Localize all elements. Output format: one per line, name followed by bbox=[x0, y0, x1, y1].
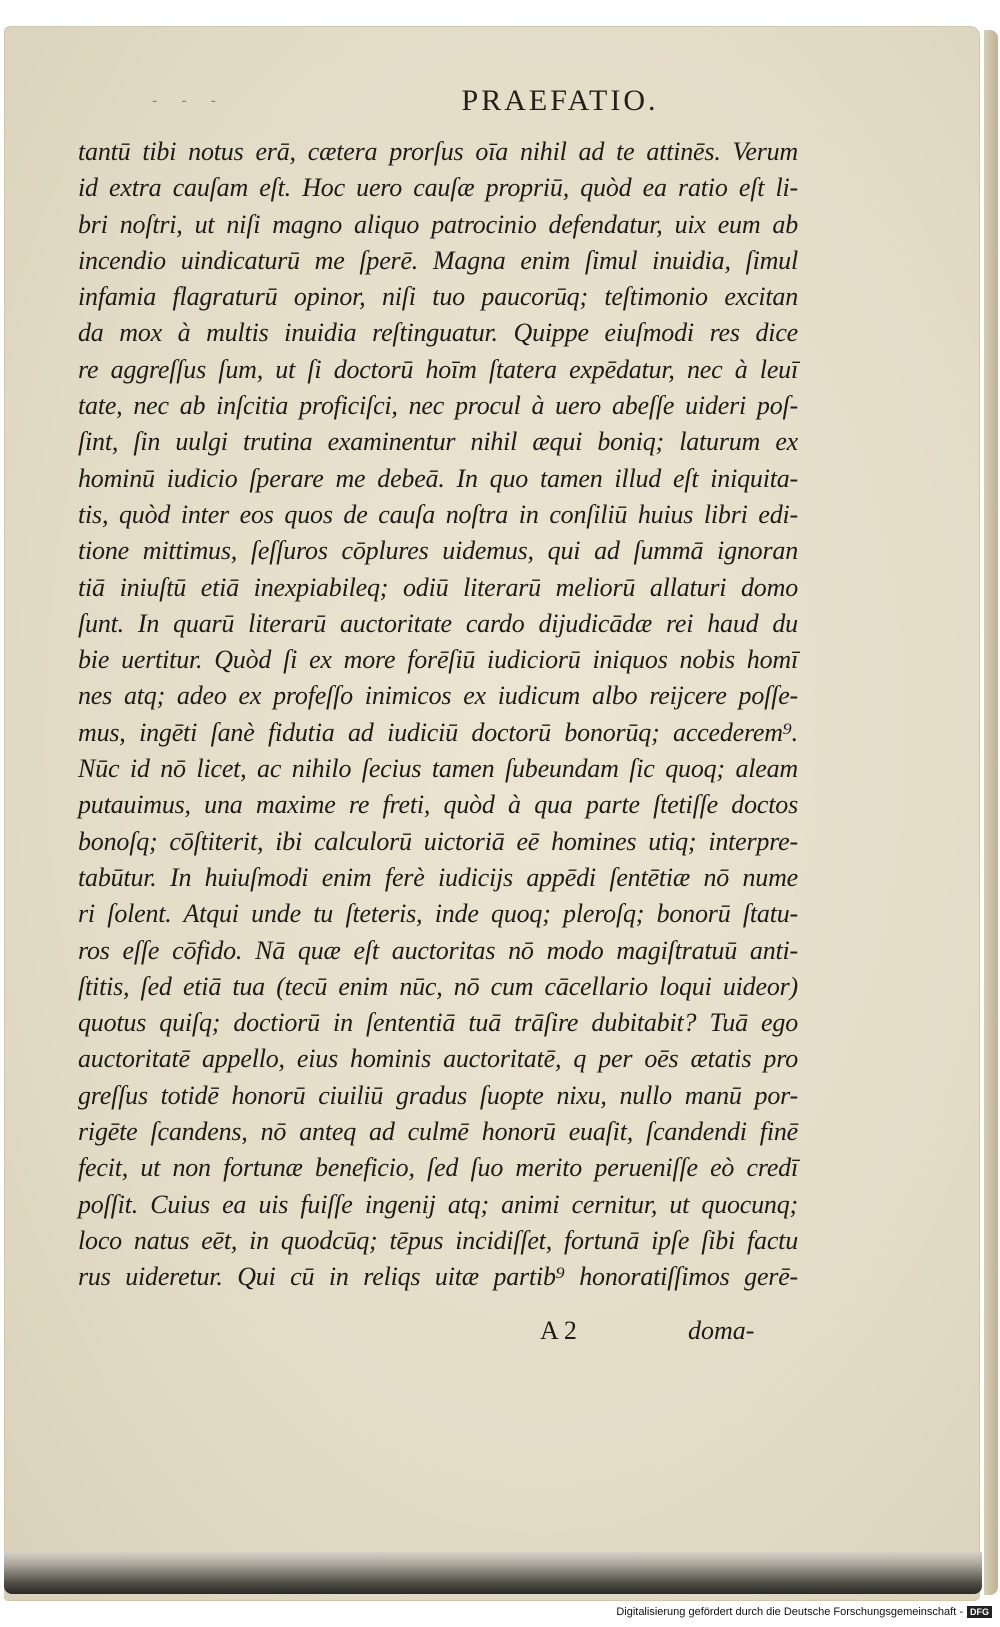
text-line: putauimus, una maxime re freti, quòd à qua parte ſtetiſſe doctos bbox=[78, 790, 798, 820]
text-line: tantū tibi notus erā, cætera prorſus oīa nihil ad te attinēs. Verum bbox=[78, 137, 798, 166]
text-line: mus, ingēti ſanè fidutia ad iudiciū doctorū bonorūq; accederem⁹. bbox=[78, 717, 798, 747]
text-line: loco natus eēt, in quodcūq; tēpus incidiſſet, fortunā ipſe ſibi factu bbox=[78, 1225, 798, 1255]
text-line: ſunt. In quarū literarū auctoritate cardo dijudicādæ rei haud du bbox=[78, 608, 798, 638]
text-line: hominū iudicio ſperare me debeā. In quo tamen illud eſt iniquita- bbox=[78, 463, 798, 493]
text-line: rus uideretur. Qui cū in reliqs uitæ partib⁹ honoratiſſimos gerē- bbox=[78, 1262, 798, 1292]
text-line: infamia flagraturū opinor, niſi tuo paucorūq; teſtimonio excitan bbox=[78, 282, 798, 312]
page-bottom-shadow bbox=[4, 1552, 982, 1594]
header-ornament: - - - bbox=[152, 92, 226, 109]
page-edge bbox=[984, 30, 998, 1595]
catchword: doma- bbox=[688, 1316, 755, 1345]
text-line: bri noſtri, ut niſi magno aliquo patrocinio defendatur, uix eum ab bbox=[78, 209, 798, 239]
text-line: tabūtur. In huiuſmodi enim ferè iudicijs appēdi ſentētiæ nō nume bbox=[78, 862, 798, 892]
text-line: re aggreſſus ſum, ut ſi doctorū hoīm ſtatera expēdatur, nec à leuī bbox=[78, 354, 798, 384]
text-line: poſſit. Cuius ea uis fuiſſe ingenij atq; animi cernitur, ut quocunq; bbox=[78, 1189, 798, 1219]
credit-text: Digitalisierung gefördert durch die Deutsche Forschungsgemeinschaft - bbox=[616, 1606, 963, 1618]
text-line: tiā iniuſtū etiā inexpiabileq; odiū literarū meliorū allaturi domo bbox=[78, 572, 798, 602]
text-line: ſint, ſin uulgi trutina examinentur nihil æqui boniq; laturum ex bbox=[78, 427, 798, 457]
text-line: fecit, ut non fortunæ beneficio, ſed ſuo merito perueniſſe eò credī bbox=[78, 1153, 798, 1183]
text-line: ros eſſe cōfido. Nā quæ eſt auctoritas nō modo magiſtratuū anti- bbox=[78, 935, 798, 965]
text-line: nes atq; adeo ex profeſſo inimicos ex iudicum albo reijcere poſſe- bbox=[78, 681, 798, 711]
text-line: tate, nec ab inſcitia proficiſci, nec procul à uero abeſſe uideri poſ- bbox=[78, 391, 798, 421]
text-line: rigēte ſcandens, nō anteq ad culmē honorū euaſit, ſcandendi finē bbox=[78, 1117, 798, 1147]
digitization-credit bbox=[616, 1606, 992, 1618]
dfg-logo: DFG bbox=[967, 1606, 992, 1618]
signature-mark: A 2 bbox=[540, 1316, 577, 1345]
text-line: bie uertitur. Quòd ſi ex more forēſiū iudiciorū iniquos nobis homī bbox=[78, 645, 798, 675]
text-line: greſſus totidē honorū ciuiliū gradus ſuopte nixu, nullo manū por- bbox=[78, 1080, 798, 1110]
text-line: Nūc id nō licet, ac nihilo ſecius tamen ſubeundam ſic quoq; aleam bbox=[78, 754, 798, 784]
body-text bbox=[78, 134, 798, 1296]
text-line: id extra cauſam eſt. Hoc uero cauſæ propriū, quòd ea ratio eſt li- bbox=[78, 173, 798, 203]
text-line: quotus quiſq; doctiorū in ſententiā tuā trāſire dubitabit? Tuā ego bbox=[78, 1008, 798, 1038]
text-line: ri ſolent. Atqui unde tu ſteteris, inde quoq; pleroſq; bonorū ſtatu- bbox=[78, 899, 798, 929]
page-header: PRAEFATIO. bbox=[461, 84, 659, 117]
text-line: tis, quòd inter eos quos de cauſa noſtra in conſiliū huius libri edi- bbox=[78, 499, 798, 529]
text-line: ſtitis, ſed etiā tua (tecū enim nūc, nō cum cācellario loqui uideor) bbox=[78, 971, 798, 1001]
text-line: da mox à multis inuidia reſtinguatur. Quippe eiuſmodi res dice bbox=[78, 318, 798, 348]
text-line: tione mittimus, ſeſſuros cōplures uidemus, qui ad ſummā ignoran bbox=[78, 536, 798, 566]
text-line: incendio uindicaturū me ſperē. Magna enim ſimul inuidia, ſimul bbox=[78, 245, 798, 275]
text-line: bonoſq; cōſtiterit, ibi calculorū uictoriā eē homines utiq; interpre- bbox=[78, 826, 798, 856]
text-line: auctoritatē appello, eius hominis auctoritatē, q per oēs ætatis pro bbox=[78, 1044, 798, 1074]
